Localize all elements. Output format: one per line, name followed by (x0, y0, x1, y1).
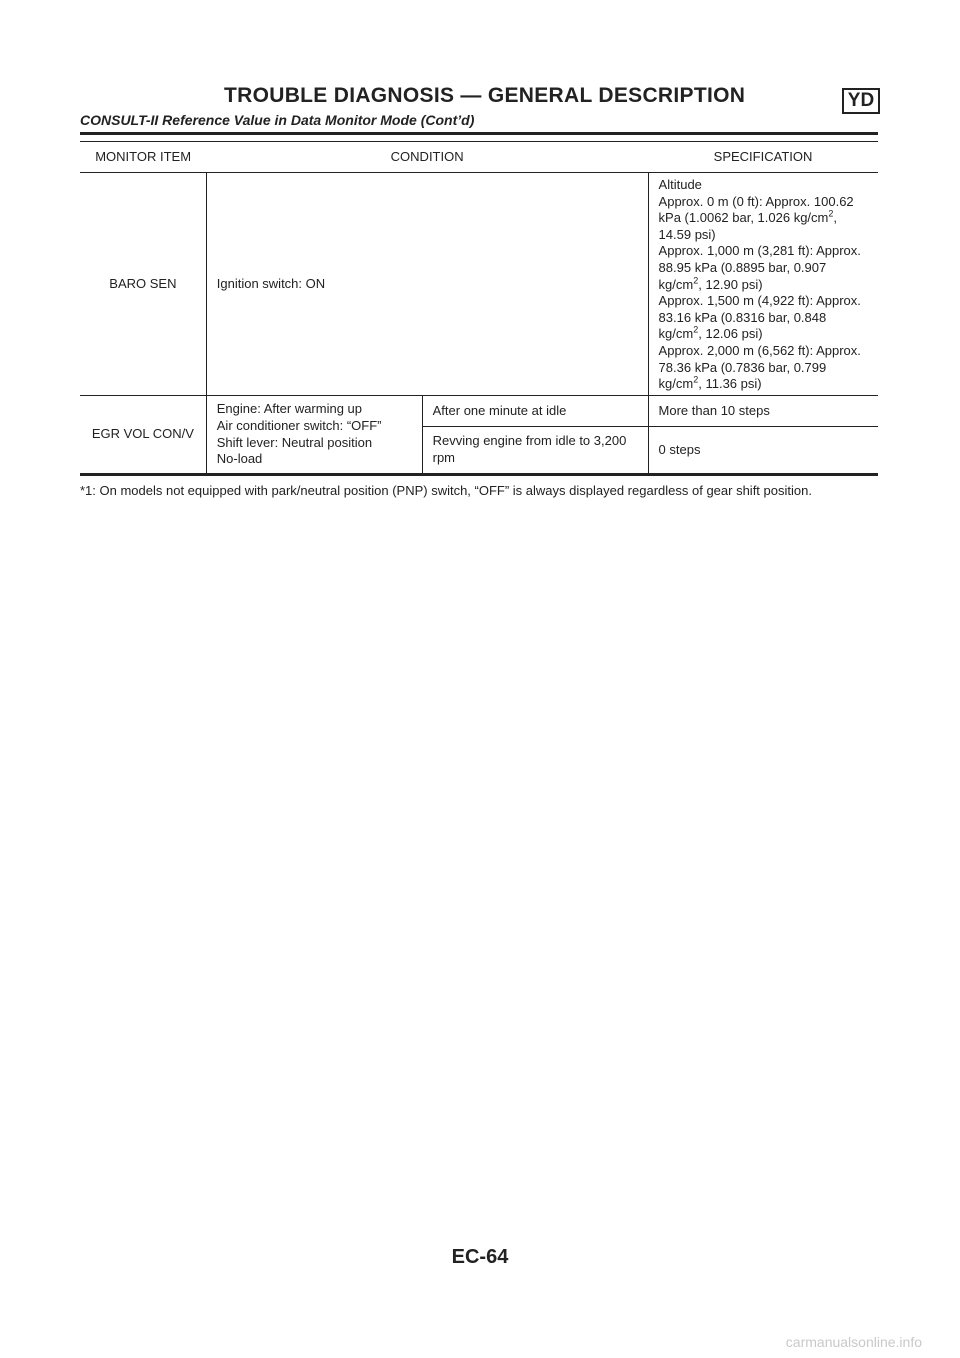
monitor-spec-table (80, 142, 878, 476)
table-footnote: *1: On models not equipped with park/neutral position (PNP) switch, “OFF” is always displayed regardless of gear shift position. (80, 483, 812, 498)
spec-line: Approx. 2,000 m (6,562 ft): Approx. (658, 342, 861, 358)
header-specification: SPECIFICATION (648, 142, 878, 173)
spec-line: Approx. 0 m (0 ft): Approx. 100.62 (658, 193, 854, 209)
cell-baro-specification (648, 173, 878, 396)
table-row-baro-sen (80, 173, 878, 396)
watermark: carmanualsonline.info (785, 1334, 922, 1350)
cell-baro-item: BARO SEN (80, 173, 206, 396)
cell-egr-subcondition-revving: Revving engine from idle to 3,200 rpm (422, 427, 648, 475)
page-subtitle: CONSULT-II Reference Value in Data Monitor Mode (Cont’d) (80, 112, 475, 128)
spec-line: $kg/cm^2$, 12.06 psi) (658, 325, 763, 342)
spec-line: 78.36 kPa (0.7836 bar, 0.799 (658, 359, 827, 375)
header-condition: CONDITION (206, 142, 648, 173)
page-title: TROUBLE DIAGNOSIS — GENERAL DESCRIPTION (224, 84, 746, 107)
cell-egr-spec-idle: More than 10 steps (648, 396, 878, 427)
condition-line: Shift lever: Neutral position (216, 434, 373, 450)
spec-line: $kg/cm^2$, 11.36 psi) (658, 374, 762, 392)
header-monitor-item: MONITOR ITEM (80, 142, 206, 173)
page-number: EC-64 (451, 1246, 509, 1268)
cell-egr-condition (206, 396, 422, 475)
condition-line: Engine: After warming up (216, 401, 363, 417)
spec-line: Altitude (658, 177, 702, 192)
cell-baro-condition: Ignition switch: ON (206, 173, 648, 396)
cell-egr-item: EGR VOL CON/V (80, 396, 206, 475)
condition-line: Air conditioner switch: “OFF” (216, 417, 382, 433)
spec-line: Approx. 1,500 m (4,922 ft): Approx. (658, 293, 861, 309)
table-header-row (80, 142, 878, 173)
spec-line: 83.16 kPa (0.8316 bar, 0.848 (658, 309, 827, 325)
condition-line: No-load (216, 451, 263, 467)
table-row-egr-idle (80, 396, 878, 427)
section-code-badge: YD (842, 88, 880, 114)
cell-egr-spec-revving: 0 steps (648, 427, 878, 475)
spec-line: Approx. 1,000 m (3,281 ft): Approx. (658, 243, 861, 259)
spec-line: 14.59 psi) (658, 226, 716, 242)
cell-egr-subcondition-idle: After one minute at idle (422, 396, 648, 427)
header-rule-thick (80, 132, 878, 135)
spec-line: 88.95 kPa (0.8895 bar, 0.907 (658, 259, 827, 275)
spec-line: $kg/cm^2$, 12.90 psi) (658, 275, 763, 292)
spec-line: kPa (1.0062 bar, 1.026 $kg/cm^2$, (658, 208, 838, 226)
